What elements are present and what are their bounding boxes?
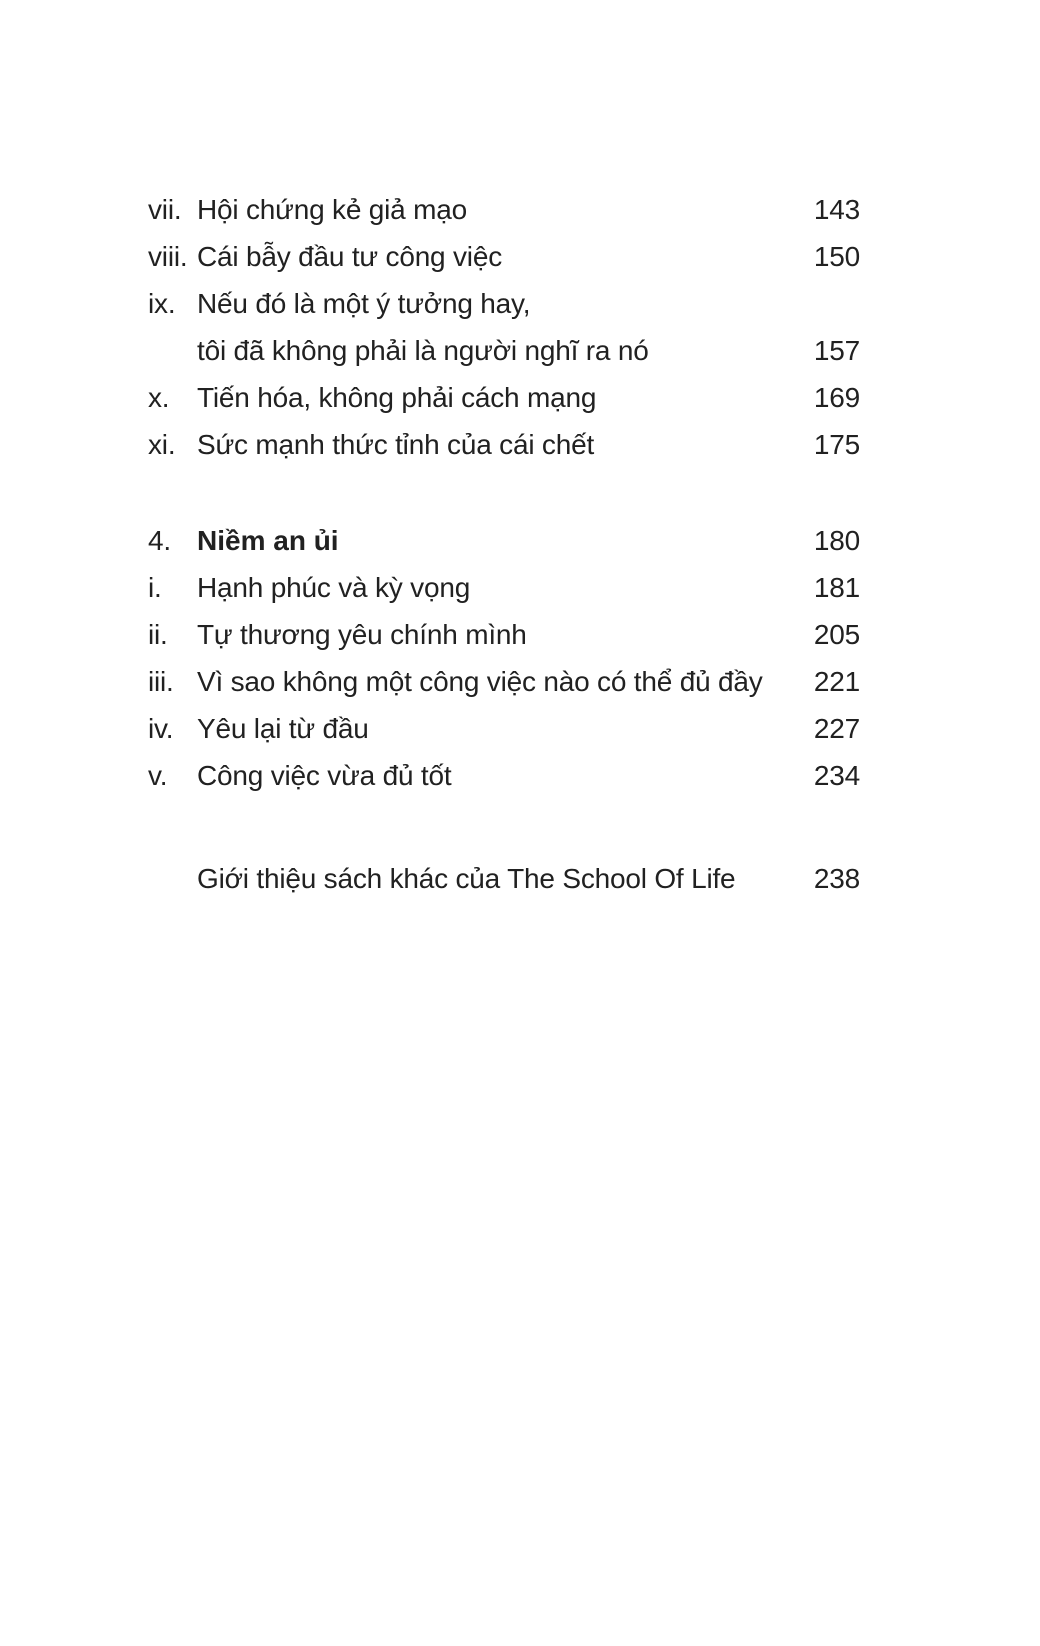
table-of-contents — [148, 186, 860, 902]
toc-section-3 — [148, 855, 860, 902]
toc-entry-title: Cái bẫy đầu tư công việc — [197, 241, 503, 272]
toc-entry-marker: 4. — [148, 525, 171, 556]
toc-entry-page-number: 227 — [813, 713, 860, 744]
toc-entry — [148, 658, 860, 705]
toc-entry-marker: vii. — [148, 194, 182, 225]
toc-chapter-title: Niềm an ủi — [197, 525, 339, 556]
toc-entry — [148, 564, 860, 611]
toc-entry-marker: v. — [148, 760, 168, 791]
toc-entry-page-number: 181 — [813, 572, 860, 603]
toc-entry-marker: ix. — [148, 288, 176, 319]
toc-entry — [148, 186, 860, 233]
toc-entry — [148, 374, 860, 421]
toc-entry-marker: i. — [148, 572, 162, 603]
toc-entry-page-number: 150 — [813, 241, 860, 272]
toc-entry-page-number: 180 — [813, 525, 860, 556]
toc-entry-title: Tiến hóa, không phải cách mạng — [197, 382, 597, 413]
toc-entry-page-number: 143 — [813, 194, 860, 225]
toc-entry — [148, 705, 860, 752]
toc-entry-marker: ii. — [148, 619, 168, 650]
toc-entry-marker: xi. — [148, 429, 176, 460]
toc-entry — [148, 280, 860, 374]
toc-entry-title: Vì sao không một công việc nào có thể đủ đầy — [197, 666, 763, 697]
toc-entry — [148, 233, 860, 280]
toc-section-1 — [148, 186, 860, 468]
toc-entry-marker: x. — [148, 382, 170, 413]
toc-chapter-entry — [148, 517, 860, 564]
toc-entry-marker: iv. — [148, 713, 174, 744]
toc-entry-title-line-1: Nếu đó là một ý tưởng hay, — [197, 288, 531, 319]
toc-entry — [148, 855, 860, 902]
toc-entry-marker: viii. — [148, 241, 188, 272]
toc-entry-page-number: 157 — [813, 335, 860, 366]
toc-entry-title-line-2: tôi đã không phải là người nghĩ ra nó — [197, 335, 649, 366]
toc-entry-page-number: 175 — [813, 429, 860, 460]
toc-entry-page-number: 169 — [813, 382, 860, 413]
toc-entry — [148, 611, 860, 658]
toc-entry-page-number: 238 — [813, 863, 860, 894]
toc-entry-page-number: 234 — [813, 760, 860, 791]
toc-entry-marker: iii. — [148, 666, 174, 697]
toc-entry-title: Tự thương yêu chính mình — [197, 619, 527, 650]
toc-entry-title: Hội chứng kẻ giả mạo — [197, 194, 467, 225]
toc-entry-title: Yêu lại từ đầu — [197, 713, 369, 744]
toc-entry-title: Hạnh phúc và kỳ vọng — [197, 572, 471, 603]
toc-entry-title — [197, 280, 800, 374]
toc-entry-page-number: 205 — [813, 619, 860, 650]
toc-entry-title: Công việc vừa đủ tốt — [197, 760, 452, 791]
toc-entry-page-number: 221 — [813, 666, 860, 697]
toc-section-2 — [148, 517, 860, 799]
toc-entry — [148, 421, 860, 468]
toc-entry-title: Giới thiệu sách khác của The School Of Life — [197, 863, 736, 894]
toc-entry-title: Sức mạnh thức tỉnh của cái chết — [197, 429, 595, 460]
toc-entry — [148, 752, 860, 799]
